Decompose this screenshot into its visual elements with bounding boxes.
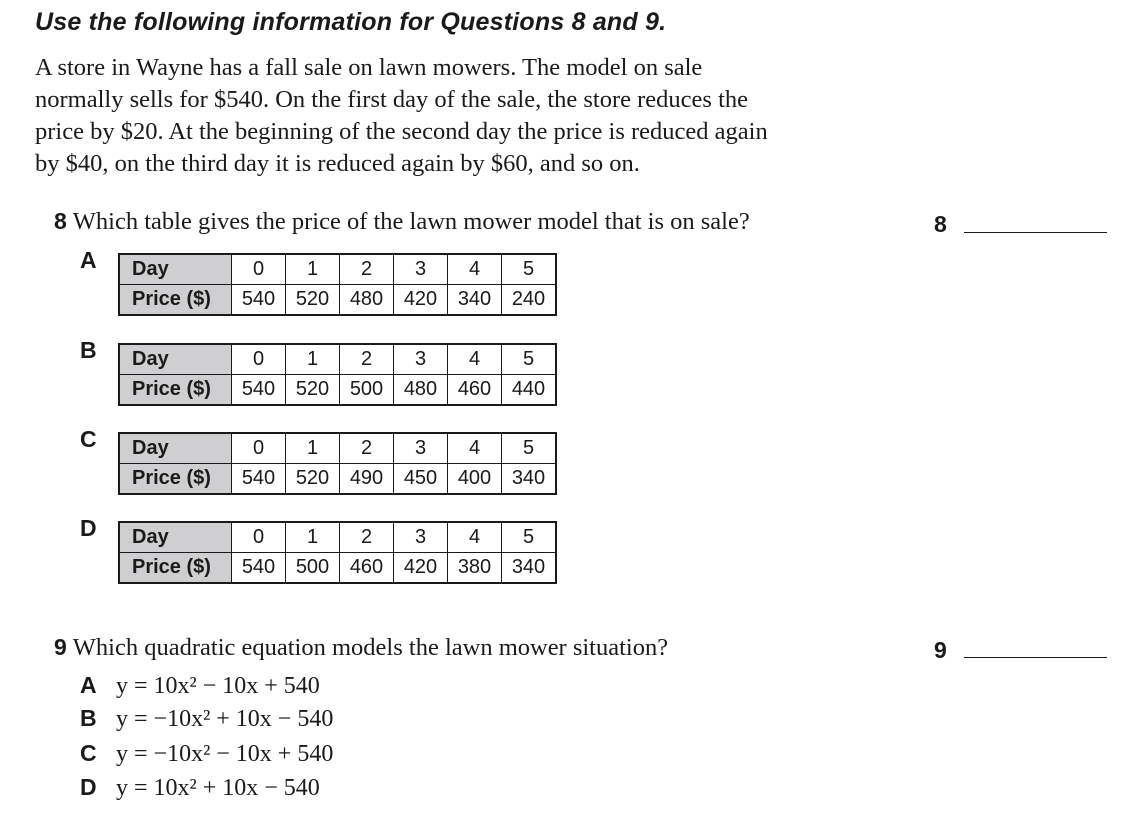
table-cell: 540: [232, 553, 286, 584]
table-cell: 340: [502, 464, 557, 495]
table-cell: 450: [394, 464, 448, 495]
table-cell: 0: [232, 344, 286, 375]
price-table-c: [118, 432, 557, 495]
equation-text: y = 10x² − 10x + 540: [116, 673, 320, 699]
equation-option-b[interactable]: [80, 705, 333, 733]
table-cell: 3: [394, 344, 448, 375]
table-row: [119, 522, 556, 553]
option-letter: B: [80, 705, 97, 731]
price-table-b: [118, 343, 557, 406]
answer-label-9: 9: [934, 637, 947, 663]
table-cell: 3: [394, 522, 448, 553]
table-cell: 540: [232, 464, 286, 495]
row-header-day: Day: [119, 344, 232, 375]
intro-line: A store in Wayne has a fall sale on lawn mowers. The model on sale: [35, 54, 703, 81]
row-header-price: Price ($): [119, 553, 232, 584]
table-cell: 1: [286, 344, 340, 375]
table-row: [119, 344, 556, 375]
table-cell: 1: [286, 254, 340, 285]
table-row: [119, 375, 556, 406]
equation-text: y = 10x² + 10x − 540: [116, 775, 320, 801]
option-letter: D: [80, 774, 97, 800]
intro-line: price by $20. At the beginning of the second day the price is reduced again: [35, 118, 768, 145]
table-cell: 340: [502, 553, 557, 584]
row-header-price: Price ($): [119, 464, 232, 495]
table-cell: 490: [340, 464, 394, 495]
table-cell: 500: [340, 375, 394, 406]
table-cell: 340: [448, 285, 502, 316]
table-cell: 2: [340, 433, 394, 464]
question-text: Which table gives the price of the lawn mower model that is on sale?: [72, 208, 750, 235]
table-cell: 420: [394, 285, 448, 316]
answer-blank-9[interactable]: [964, 657, 1107, 658]
table-row: [119, 285, 556, 316]
row-header-price: Price ($): [119, 375, 232, 406]
option-letter-d[interactable]: D: [80, 515, 97, 541]
option-letter-b[interactable]: B: [80, 337, 97, 363]
table-cell: 540: [232, 285, 286, 316]
table-cell: 3: [394, 433, 448, 464]
table-cell: 440: [502, 375, 557, 406]
equation-text: y = −10x² − 10x + 540: [116, 741, 334, 767]
table-cell: 540: [232, 375, 286, 406]
question-number: 9: [54, 634, 67, 660]
option-letter: A: [80, 672, 97, 698]
table-row: [119, 553, 556, 584]
table-cell: 4: [448, 433, 502, 464]
table-cell: 5: [502, 522, 557, 553]
question-text: Which quadratic equation models the lawn mower situation?: [72, 634, 669, 661]
table-cell: 4: [448, 344, 502, 375]
table-cell: 520: [286, 464, 340, 495]
table-cell: 420: [394, 553, 448, 584]
table-cell: 4: [448, 254, 502, 285]
table-cell: 0: [232, 433, 286, 464]
table-cell: 0: [232, 522, 286, 553]
price-table-a: [118, 253, 557, 316]
answer-label-8: 8: [934, 211, 947, 237]
table-cell: 4: [448, 522, 502, 553]
table-row: [119, 464, 556, 495]
table-cell: 5: [502, 433, 557, 464]
section-header: Use the following information for Questions 8 and 9.: [35, 8, 667, 36]
table-cell: 520: [286, 375, 340, 406]
table-cell: 480: [394, 375, 448, 406]
table-cell: 480: [340, 285, 394, 316]
table-cell: 1: [286, 522, 340, 553]
row-header-day: Day: [119, 254, 232, 285]
table-row: [119, 433, 556, 464]
equation-text: y = −10x² + 10x − 540: [116, 706, 334, 732]
equation-option-c[interactable]: [80, 740, 333, 768]
answer-blank-8[interactable]: [964, 232, 1107, 233]
table-cell: 400: [448, 464, 502, 495]
equation-option-d[interactable]: [80, 774, 320, 802]
intro-passage: [35, 52, 895, 180]
intro-line: by $40, on the third day it is reduced again by $60, and so on.: [35, 150, 640, 177]
row-header-day: Day: [119, 433, 232, 464]
table-cell: 500: [286, 553, 340, 584]
table-cell: 5: [502, 344, 557, 375]
table-cell: 520: [286, 285, 340, 316]
table-cell: 2: [340, 522, 394, 553]
row-header-day: Day: [119, 522, 232, 553]
table-cell: 460: [448, 375, 502, 406]
option-letter: C: [80, 740, 97, 766]
table-cell: 240: [502, 285, 557, 316]
table-cell: 380: [448, 553, 502, 584]
option-letter-c[interactable]: C: [80, 426, 97, 452]
option-letter-a[interactable]: A: [80, 247, 97, 273]
equation-option-a[interactable]: [80, 672, 320, 700]
table-cell: 2: [340, 254, 394, 285]
question-9: [54, 634, 668, 662]
table-row: [119, 254, 556, 285]
table-cell: 2: [340, 344, 394, 375]
question-number: 8: [54, 208, 67, 234]
row-header-price: Price ($): [119, 285, 232, 316]
intro-line: normally sells for $540. On the first day of the sale, the store reduces the: [35, 86, 749, 113]
table-cell: 3: [394, 254, 448, 285]
question-8: [54, 208, 750, 236]
table-cell: 460: [340, 553, 394, 584]
table-cell: 0: [232, 254, 286, 285]
table-cell: 5: [502, 254, 557, 285]
price-table-d: [118, 521, 557, 584]
table-cell: 1: [286, 433, 340, 464]
